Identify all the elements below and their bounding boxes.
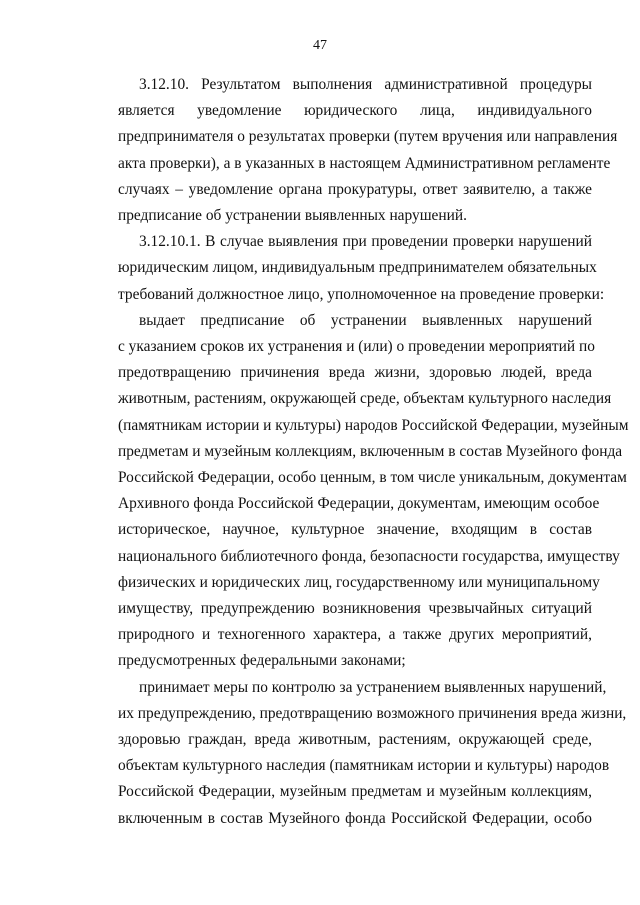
text-line: с указанием сроков их устранения и (или) о проведении мероприятий по: [118, 338, 595, 356]
text-line: Российской Федерации, особо ценным, в том числе уникальным, документам: [118, 469, 627, 487]
paragraph-control-measures: [118, 675, 627, 832]
text-line: принимает меры по контролю за устранением выявленных нарушений,: [139, 678, 607, 696]
text-line: предписание об устранении выявленных нарушений.: [118, 207, 467, 225]
paragraph-3-12-10-1: [118, 229, 605, 308]
paragraph-3-12-10: [118, 72, 618, 229]
text-line: является уведомление юридического лица, индивидуального: [118, 102, 592, 120]
text-line: предотвращению причинения вреда жизни, здоровью людей, вреда: [118, 364, 592, 382]
text-line: выдает предписание об устранении выявленных нарушений: [139, 311, 592, 329]
text-line: предметам и музейным коллекциям, включенным в состав Музейного фонда: [118, 442, 623, 460]
text-line: природного и техногенного характера, а также других мероприятий,: [118, 626, 592, 644]
text-line: предусмотренных федеральными законами;: [118, 652, 406, 670]
text-line: (памятникам истории и культуры) народов Российской Федерации, музейным: [118, 416, 629, 434]
text-line: акта проверки), а в указанных в настоящем Административном регламенте: [118, 154, 611, 172]
text-line: их предупреждению, предотвращению возможного причинения вреда жизни,: [118, 704, 627, 722]
text-line: имуществу, предупреждению возникновения чрезвычайных ситуаций: [118, 600, 592, 618]
text-line: включенным в состав Музейного фонда Российской Федерации, особо: [118, 809, 592, 827]
text-line: Архивного фонда Российской Федерации, документам, имеющим особое: [118, 495, 600, 513]
text-line: объектам культурного наследия (памятникам истории и культуры) народов: [118, 757, 610, 775]
text-line: 3.12.10.1. В случае выявления при проведении проверки нарушений: [139, 233, 592, 251]
text-line: случаях – уведомление органа прокуратуры, ответ заявителю, а также: [118, 180, 592, 198]
text-line: Российской Федерации, музейным предметам и музейным коллекциям,: [118, 783, 592, 801]
text-line: физических и юридических лиц, государственному или муниципальному: [118, 573, 600, 591]
text-line: 3.12.10. Результатом выполнения административной процедуры: [139, 76, 592, 93]
page-number: 47: [313, 38, 327, 53]
document-body: [118, 72, 629, 832]
text-line: юридическим лицом, индивидуальным предпринимателем обязательных: [118, 259, 597, 277]
text-line: здоровью граждан, вреда животным, растениям, окружающей среде,: [118, 731, 592, 749]
text-line: предпринимателя о результатах проверки (путем вручения или направления: [118, 128, 618, 146]
paragraph-issue-order: [118, 308, 629, 675]
text-line: национального библиотечного фонда, безопасности государства, имуществу: [118, 547, 620, 565]
text-line: историческое, научное, культурное значение, входящим в состав: [118, 521, 592, 539]
text-line: животным, растениям, окружающей среде, объектам культурного наследия: [118, 390, 612, 408]
text-line: требований должностное лицо, уполномоченное на проведение проверки:: [118, 285, 605, 303]
